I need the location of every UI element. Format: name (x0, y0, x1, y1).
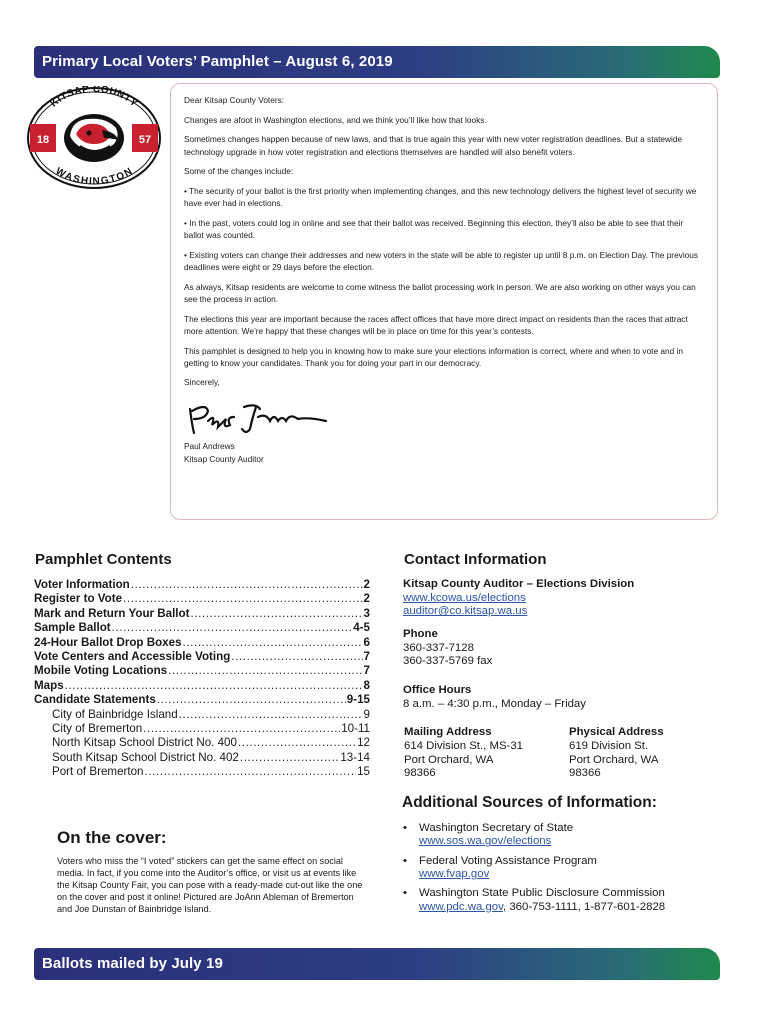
county-seal-logo (26, 86, 162, 190)
toc-dot-leader (231, 650, 362, 664)
toc-entry-title: City of Bainbridge Island (52, 707, 178, 721)
letter-paragraph: As always, Kitsap residents are welcome to come witness the ballot processing work in person. We are also working on other ways you can see the process in action. (184, 281, 696, 304)
source-link[interactable]: www.pdc.wa.gov (419, 900, 503, 913)
letter-bullet: • In the past, voters could log in online and see that their ballot was received. Beginning this election, they’ll also be able to see that their ballot was counted. (184, 217, 684, 241)
office-hours-block (403, 684, 723, 711)
toc-page-number: 8 (363, 678, 370, 692)
phone-label: Phone (403, 628, 438, 640)
office-name: Kitsap County Auditor – Elections Division (403, 578, 635, 590)
toc-page-number: 4-5 (353, 621, 370, 635)
table-of-contents (34, 578, 370, 780)
table-row (34, 765, 370, 779)
footer-banner (34, 948, 720, 980)
toc-dot-leader (65, 679, 363, 693)
table-row (34, 708, 370, 722)
toc-page-number: 9 (363, 707, 370, 721)
table-row (34, 650, 370, 664)
list-item (402, 855, 732, 882)
table-row (34, 693, 370, 707)
elections-office-block (403, 578, 723, 619)
sources-list (402, 822, 732, 920)
physical-line: Port Orchard, WA (569, 753, 659, 766)
source-phones: , 360-753-1111, 1-877-601-2828 (503, 900, 666, 913)
office-hours-label: Office Hours (403, 684, 472, 696)
toc-dot-leader (145, 765, 357, 779)
table-row (34, 664, 370, 678)
table-row (34, 578, 370, 592)
toc-page-number: 13-14 (340, 750, 370, 764)
physical-line: 98366 (569, 767, 601, 780)
table-row (34, 751, 370, 765)
table-row (34, 736, 370, 750)
toc-dot-leader (131, 578, 363, 592)
table-row (34, 636, 370, 650)
letter-paragraph: Sometimes changes happen because of new laws, and that is true again this year with new voter registration deadlines. But a statewide technology upgrade in how voter registration and elections themselves are handled will also benefit voters. (184, 134, 683, 157)
toc-entry-title: Sample Ballot (34, 621, 111, 635)
toc-entry-title: Mark and Return Your Ballot (34, 606, 190, 620)
toc-page-number: 2 (363, 592, 370, 606)
toc-entry-title: Maps (34, 678, 64, 692)
source-link[interactable]: www.sos.wa.gov/elections (419, 835, 552, 848)
contact-heading: Contact Information (404, 551, 547, 568)
seal-bottom-text: WASHINGTON (53, 165, 135, 188)
table-row (34, 621, 370, 635)
toc-dot-leader (238, 736, 356, 750)
signature-image (186, 395, 703, 439)
toc-dot-leader (112, 621, 353, 635)
auditor-letter (170, 83, 718, 520)
toc-entry-title: Vote Centers and Accessible Voting (34, 650, 231, 664)
toc-dot-leader (168, 664, 362, 678)
toc-entry-title: Register to Vote (34, 592, 123, 606)
source-name: • Washington Secretary of State (419, 822, 574, 834)
toc-dot-leader (179, 708, 363, 722)
office-website-link[interactable]: www.kcowa.us/elections (403, 591, 526, 604)
letter-paragraph: This pamphlet is designed to help you in knowing how to make sure your elections information is correct, where and when to vote and in getting to know your candidates. Thank you for doing your part in our democracy. (184, 345, 684, 368)
phone-number: 360-337-7128 (403, 641, 474, 654)
pamphlet-title: Primary Local Voters’ Pamphlet – August 6, 2019 (42, 53, 393, 70)
toc-page-number: 10-11 (341, 722, 370, 736)
ballots-mailed-notice: Ballots mailed by July 19 (42, 955, 223, 972)
source-name: • Washington State Public Disclosure Commission (419, 887, 665, 900)
fax-number: 360-337-5769 fax (403, 655, 493, 668)
sources-heading: Additional Sources of Information: (402, 794, 657, 811)
list-item (402, 822, 732, 849)
office-hours: 8 a.m. – 4:30 p.m., Monday – Friday (403, 697, 586, 710)
letter-paragraph: Changes are afoot in Washington elections, and we think you’ll like how that looks. (184, 114, 487, 125)
signer-name: Paul Andrews (184, 441, 235, 452)
seal-left-year: 18 (36, 134, 50, 146)
phone-block (403, 628, 723, 669)
toc-page-number: 12 (357, 736, 370, 750)
letter-paragraph: The elections this year are important because the races affect offices that have more direct impact on residents than the races that attract more attention. We’re happy that these changes will be in place on time for this year’s contests. (184, 313, 688, 336)
toc-page-number: 9-15 (346, 693, 370, 707)
physical-address-label: Physical Address (569, 726, 664, 738)
source-name: • Federal Voting Assistance Program (419, 854, 597, 867)
signer-title: Kitsap County Auditor (184, 453, 264, 464)
toc-dot-leader (123, 592, 363, 606)
physical-line: 619 Division St. (569, 739, 649, 752)
toc-dot-leader (143, 722, 340, 736)
table-row (34, 679, 370, 693)
mailing-address (404, 726, 564, 781)
toc-page-number: 7 (363, 664, 370, 678)
toc-entry-title: Port of Bremerton (52, 765, 144, 779)
contents-heading: Pamphlet Contents (35, 551, 172, 568)
toc-entry-title: South Kitsap School District No. 402 (52, 750, 239, 764)
header-banner (34, 46, 720, 78)
toc-dot-leader (183, 636, 363, 650)
toc-dot-leader (240, 751, 339, 765)
toc-entry-title: Voter Information (34, 578, 130, 591)
toc-dot-leader (190, 607, 362, 621)
cover-description: Voters who miss the “I voted” stickers can get the same effect on social media. In fact, if you come into the Auditor’s office, or visit us at events like the Kitsap County Fair, you can pose with a ready-made cut-out like the one on the cover and post it online! Pictured are JoAnn Ableman of Bremerton and Joe Dunstan of Bainbridge Island. (57, 856, 363, 915)
letter-closing: Sincerely, (184, 377, 220, 388)
mailing-address-label: Mailing Address (404, 726, 492, 738)
toc-entry-title: Candidate Statements (34, 693, 156, 707)
table-row (34, 607, 370, 621)
toc-page-number: 6 (363, 635, 370, 649)
mailing-line: 98366 (404, 767, 436, 780)
table-row (34, 592, 370, 606)
source-link[interactable]: www.fvap.gov (419, 868, 490, 881)
table-row (34, 722, 370, 736)
cover-heading: On the cover: (57, 828, 167, 847)
toc-page-number: 2 (363, 578, 370, 591)
toc-dot-leader (157, 693, 346, 707)
mailing-line: 614 Division St., MS-31 (404, 739, 524, 752)
seal-right-year: 57 (138, 134, 152, 146)
letter-greeting: Dear Kitsap County Voters: (184, 95, 285, 105)
letter-bullet: • The security of your ballot is the first priority when implementing changes, and this new technology delivers the highest level of security we have ever had in elections. (184, 186, 697, 209)
eagle-emblem-icon (64, 114, 124, 162)
toc-page-number: 15 (357, 765, 370, 779)
toc-entry-title: North Kitsap School District No. 400 (52, 736, 237, 750)
office-email-link[interactable]: auditor@co.kitsap.wa.us (403, 605, 528, 618)
toc-page-number: 7 (363, 650, 370, 664)
physical-address (569, 726, 729, 781)
mailing-line: Port Orchard, WA (404, 753, 494, 766)
toc-page-number: 3 (363, 606, 370, 620)
letter-paragraph: Some of the changes include: (184, 166, 294, 177)
toc-entry-title: Mobile Voting Locations (34, 664, 168, 678)
toc-entry-title: 24-Hour Ballot Drop Boxes (34, 635, 182, 649)
list-item (402, 887, 732, 914)
letter-bullet: • Existing voters can change their addresses and new voters in the state will be able to register up until 8 p.m. on Election Day. The previous deadlines were eight or 29 days before the election. (184, 249, 699, 273)
seal-top-text: KITSAP COUNTY (48, 86, 140, 110)
toc-entry-title: City of Bremerton (52, 722, 143, 736)
